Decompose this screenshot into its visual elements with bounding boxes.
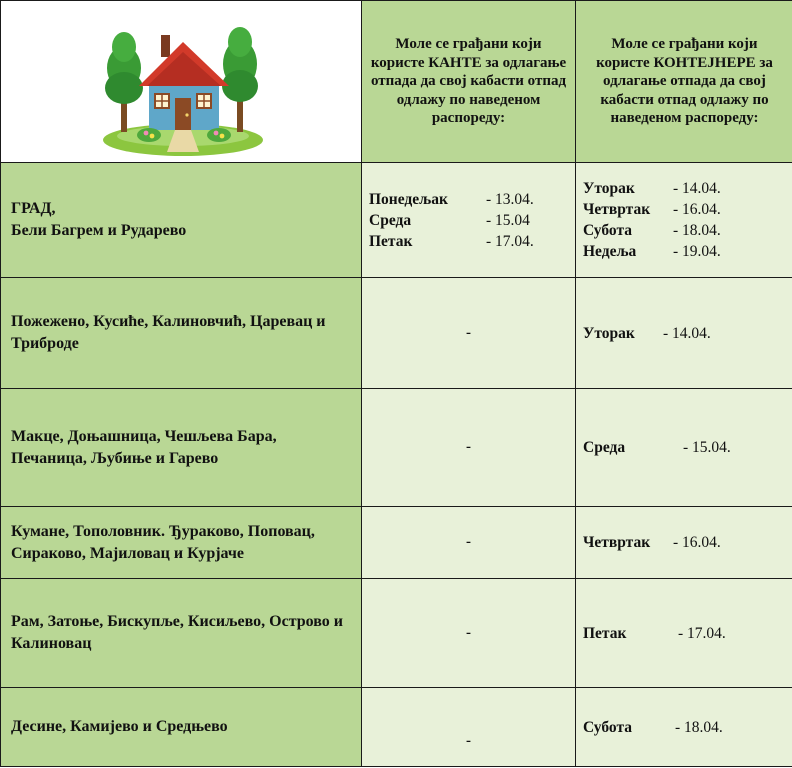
no-schedule-dash: - — [466, 324, 471, 341]
area-name: Макце, Доњашница, Чешљева Бара, Печаница, Љубиње и Гарево — [11, 427, 277, 467]
area-name: ГРАД, — [11, 200, 56, 217]
day-label: Понедељак — [369, 190, 448, 208]
date-value: - 18.04. — [675, 718, 723, 736]
kante-cell — [362, 507, 576, 579]
header-row — [1, 1, 792, 163]
header-kante: Моле се грађани који користе КАНТЕ за одлагање отпада да свој кабасти отпад одлажу по наведеном распореду: — [370, 36, 567, 127]
area-cell — [1, 389, 362, 507]
house-with-trees-icon — [91, 2, 271, 162]
header-kante-cell — [362, 1, 576, 163]
date-list — [362, 189, 575, 252]
day-label: Субота — [583, 718, 632, 736]
kontejnere-cell — [576, 688, 792, 767]
kante-cell — [362, 688, 576, 767]
kontejnere-cell — [576, 278, 792, 389]
date-value: - 16.04. — [673, 534, 721, 551]
area-cell — [1, 163, 362, 278]
illustration-cell — [1, 1, 362, 163]
date-value: - 18.04. — [673, 222, 721, 239]
table-row — [1, 389, 792, 507]
area-cell — [1, 688, 362, 767]
table-row — [1, 507, 792, 579]
day-label: Четвртак — [583, 534, 651, 551]
area-name: Бели Багрем и Рударево — [11, 222, 187, 239]
table-row — [1, 688, 792, 767]
header-kontejnere-cell — [576, 1, 792, 163]
kontejnere-cell — [576, 163, 792, 278]
table-row — [1, 163, 792, 278]
no-schedule-dash: - — [466, 624, 471, 641]
day-label: Четвртак — [583, 201, 651, 218]
kante-cell — [362, 278, 576, 389]
kante-cell — [362, 389, 576, 507]
date-value: - 14.04. — [663, 324, 711, 342]
day-label: Петак — [369, 232, 413, 250]
day-label: Субота — [583, 222, 632, 239]
kontejnere-cell — [576, 579, 792, 688]
area-name: Десине, Камијево и Средњево — [11, 718, 228, 735]
kante-cell — [362, 579, 576, 688]
day-label: Недеља — [583, 243, 637, 260]
day-label: Петак — [583, 624, 627, 642]
area-name: Рам, Затоње, Бискупље, Кисиљево, Острово и Калиновац — [11, 613, 343, 652]
area-cell — [1, 278, 362, 389]
table-row — [1, 278, 792, 389]
date-value: - 19.04. — [673, 243, 721, 260]
day-label: Уторак — [583, 324, 635, 342]
no-schedule-dash: - — [466, 439, 471, 455]
no-schedule-dash: - — [466, 534, 471, 550]
header-kontejnere: Моле се грађани који користе КОНТЕЈНЕРЕ за одлагање отпада да свој кабасти отпад одлажу по наведеном распореду: — [596, 36, 773, 127]
area-name: Кумане, Тополовник. Ђураково, Поповац, Сираково, Мајиловац и Курјаче — [11, 522, 315, 562]
kante-cell — [362, 163, 576, 278]
date-list — [576, 178, 792, 262]
day-label: Среда — [583, 439, 626, 456]
date-value: - 16.04. — [673, 201, 721, 218]
area-cell — [1, 579, 362, 688]
date-value: - 13.04. — [486, 190, 534, 208]
table-row — [1, 579, 792, 688]
day-label: Уторак — [583, 180, 635, 197]
date-value: - 17.04. — [486, 232, 534, 250]
kontejnere-cell — [576, 389, 792, 507]
date-value: - 17.04. — [678, 624, 726, 642]
date-value: - 15.04 — [486, 211, 530, 229]
date-value: - 14.04. — [673, 180, 721, 197]
area-name: Пожежено, Кусиће, Калиновчић, Царевац и Триброде — [11, 313, 326, 352]
day-label: Среда — [369, 211, 412, 229]
area-cell — [1, 507, 362, 579]
kontejnere-cell — [576, 507, 792, 579]
date-value: - 15.04. — [683, 439, 731, 456]
no-schedule-dash: - — [466, 732, 471, 749]
